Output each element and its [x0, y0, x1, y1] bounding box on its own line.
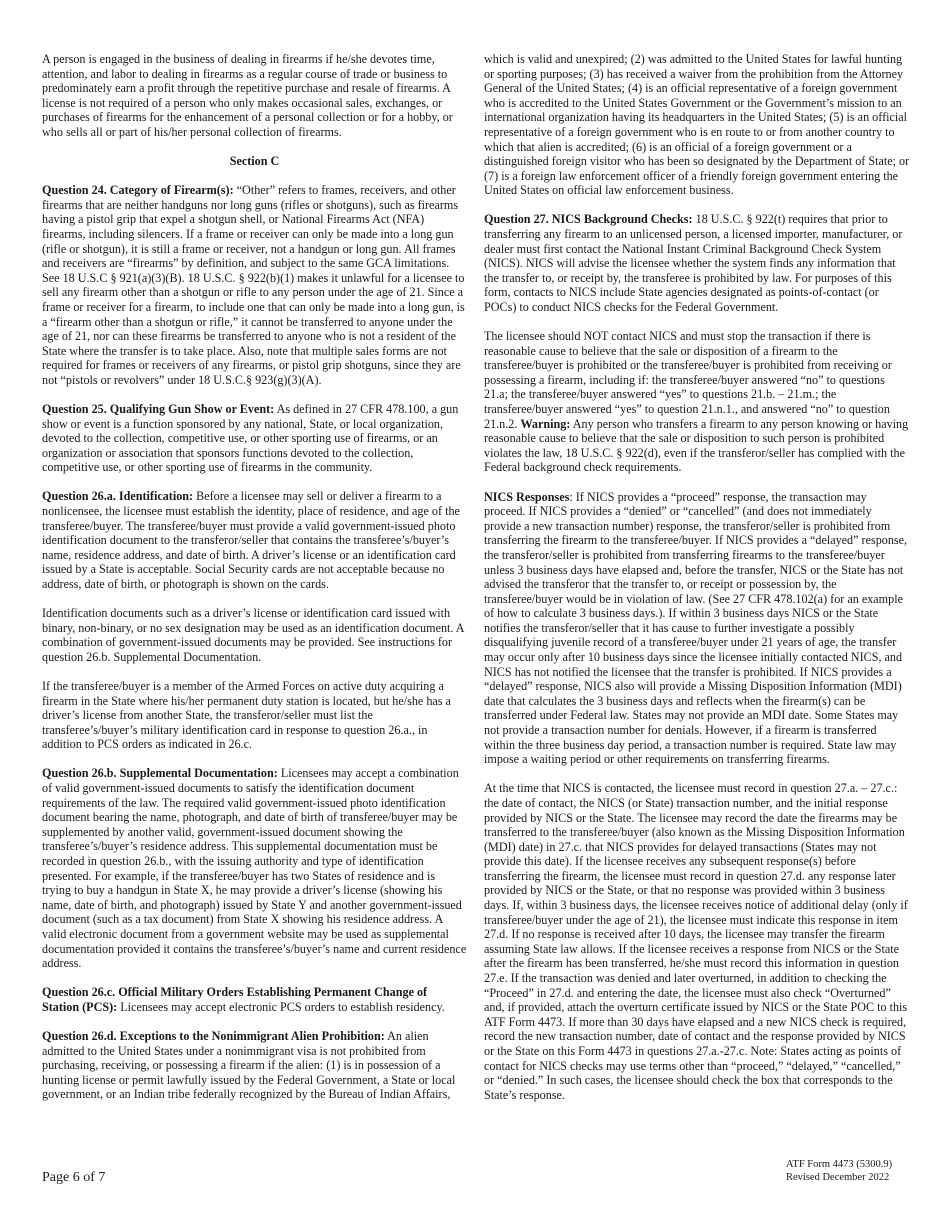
question-26a-heading: Question 26.a. Identification: — [42, 489, 194, 504]
question-26b-heading: Question 26.b. Supplemental Documentation: — [42, 766, 278, 781]
question-26c-heading: Question 26.c. Official Military Orders Establishing Permanent Change of Station (PCS): — [42, 985, 428, 1014]
nics-responses-heading: NICS Responses — [484, 489, 570, 504]
nics-responses-text: : If NICS provides a “proceed” response, the transaction may proceed. If NICS provides a “denied” or “cancelled” (and does not immediately provide a new transaction number) response, the transferor/seller is prohibited from transferring the firearm to the transferee/buyer. If NICS provides a “delayed” response, the transferor/seller is prohibited from transferring firearms to the transferee/buyer unless 3 business days have elapsed and, before the transfer, NICS or the State has not advised the transferor that the transfer to, or receipt or possession by, the transferee/buyer would be in violation of law. (See 27 CFR 478.102(a) for an example of how to calculate 3 business days.). If within 3 business days NICS or the State notifies the transferor/seller that it has cause to further investigate a possibly disqualifying juvenile record of a transferee/buyer under 21 years of age, the transfer may occur only after 10 business days since the licensee initially contacted NICS, and NICS has not notified the licensee that the transfer is prohibited. If NICS provides a “delayed” response, NICS also will provide a Missing Disposition Information (MDI) date that calculates the 3 business days and reflects when the firearm(s) can be transferred under Federal law. States may not provide an MDI date. Some States may not provide a transaction number for denials. However, if a firearm is transferred within the three business day period, a transaction number is required. State law may impose a waiting period or other requirements on transferring firearms. — [484, 489, 908, 767]
question-26d-heading: Question 26.d. Exceptions to the Nonimmigrant Alien Prohibition: — [42, 1028, 385, 1043]
question-24-text: “Other” refers to frames, receivers, and other firearms that are neither handguns nor long guns (rifles or shotguns), such as firearms having a pistol grip that expel a shotgun shell, or National Firearms Act (NFA) firearms, including silencers. If a frame or receiver can only be made into a long gun (rifle or shotgun), it is still a frame or receiver, not a handgun or long gun. All frames and receivers are “firearms” by definition, and subject to the same GCA limitations. See 18 U.S.C § 921(a)(3)(B). 18 U.S.C. § 922(b)(1) makes it unlawful for a licensee to sell any firearm other than a shotgun or rifle to any person under the age of 21. Since a frame or receiver for a firearm, to include one that can only be made into a long gun, is a “firearm other than a shotgun or rifle,” it cannot be transferred to anyone under the age of 21, nor can these firearms be transferred to anyone who is not a resident of the State where the transfer is to take place. Also, note that multiple sales forms are not required for frames or receivers of any firearms, or pistol grip shotguns, since they are not “pistols or revolvers” under 18 U.S.C.§ 923(g)(3)(A). — [42, 183, 465, 387]
left-column — [42, 52, 467, 1116]
do-not-contact-paragraph — [484, 329, 910, 475]
question-27-text: 18 U.S.C. § 922(t) requires that prior to transferring any firearm to an unlicensed person, a licensed importer, manufacturer, or dealer must first contact the National Instant Criminal Background Check System (NICS). NICS will advise the licensee whether the system finds any information that the transfer to, or receipt by, the transferee is prohibited by law. For purposes of this form, contacts to NICS include State agencies designated as points-of-contact (or POCs) to conduct NICS checks for the Federal Government. — [484, 212, 903, 314]
question-26b — [42, 766, 467, 970]
question-25 — [42, 402, 467, 475]
section-title: Section C — [229, 154, 280, 169]
question-24-heading: Question 24. Category of Firearm(s): — [42, 183, 234, 198]
warning-label: Warning: — [520, 416, 571, 431]
nics-responses — [484, 490, 910, 767]
intro-paragraph: A person is engaged in the business of dealing in firearms if he/she devotes time, attention, and labor to dealing in firearms as a regular course of trade or business to predominately earn a profit through the repetitive purchase and resale of firearms. A license is not required of a person who only makes occasional sales, exchanges, or purchases of firearms for the enhancement of a personal collection or for a hobby, or who sells all or part of his/her personal collection of firearms. — [42, 52, 453, 139]
warning-text: Any person who transfers a firearm to any person knowing or having reasonable cause to believe that the sale or disposition to such person is prohibited violates the law, 18 U.S.C. § 922(d), even if the transferor/seller has complied with the Federal background check requirements. — [484, 416, 909, 475]
alien-exceptions-continued: which is valid and unexpired; (2) was admitted to the United States for lawful hunting or sporting purposes; (3) has received a waiver from the prohibition from the Attorney General of the United States; (4) is an official representative of a foreign government who is accredited to the United States Government or the Government’s mission to an international organization having its headquarters in the United States; (5) is an official representative of a foreign government who is en route to or from another country to which that alien is accredited; (6) is an official of a foreign government or a distinguished foreign visitor who has been so designated by the Department of State; or (7) is a foreign law enforcement officer of a friendly foreign government entering the United States on official law enforcement business. — [484, 52, 910, 198]
question-27-heading: Question 27. NICS Background Checks: — [484, 212, 693, 227]
armed-forces-paragraph: If the transferee/buyer is a member of the Armed Forces on active duty acquiring a firearm in the State where his/her permanent duty station is located, but he/she has a driver’s license from another State, the transferor/seller must list the transferee’s/buyer’s military identification card in response to question 26.a., in addition to PCS orders as indicated in 26.c. — [42, 678, 451, 752]
id-documents-paragraph: Identification documents such as a driver’s license or identification card issued with binary, non-binary, or no sex designation may be used as an identification document. A combination of government-issued documents may be provided. See instructions for question 26.b. Supplemental Documentation. — [42, 606, 464, 664]
do-not-contact-text: The licensee should NOT contact NICS and must stop the transaction if there is reasonable cause to believe that the sale or disposition of a firearm to the transferee/buyer is prohibited or the transferee/buyer is prohibited from receiving or possessing a firearm, including if: the transferee/buyer answered “no” to questions 21.a; the transferee/buyer answered “yes” to questions 21.b. – 21.m.; the transferee/buyer answered “yes” to question 21.n.1., and answered “no” to question 21.n.2. — [484, 329, 892, 431]
right-column — [484, 52, 910, 1117]
question-26a-text: Before a licensee may sell or deliver a firearm to a nonlicensee, the licensee must establish the identity, place of residence, and age of the transferee/buyer. The transferee/buyer must provide a valid government-issued photo identification document to the transferor/seller that contains the transferee’s/buyer’s name, residence address, and date of birth. A driver’s license or an identification card issued by a State is acceptable. Social Security cards are not acceptable because no address, date of birth, or photograph is shown on the cards. — [42, 489, 460, 591]
question-26d-text: An alien admitted to the United States under a nonimmigrant visa is not prohibited from purchasing, receiving, or possessing a firearm if the alien: (1) is in possession of a hunting license or permit lawfully issued by the Federal Government, a State or local government, or an Indian tribe federally recognized by the Bureau of Indian Affairs, — [42, 1028, 456, 1102]
question-26c — [42, 985, 467, 1014]
question-26b-text: Licensees may accept a combination of valid government-issued documents to satisfy the identification document requirements of the law. The required valid government-issued photo identification document bearing the name, photograph, and date of birth of transferee/buyer may be supplemented by another valid, government-issued document showing the transferee’s/buyer’s residence address. This supplemental documentation must be recorded in question 26.b., with the issuing authority and type of identification presented. For example, if the transferee/buyer has two States of residence and is trying to buy a handgun in State X, he may provide a driver’s license (showing his name, date of birth, and photograph) issued by State Y and another government-issued document (such as a tax document) from State X showing his residence address. A valid electronic document from a government website may be used as supplemental documentation provided it contains the transferee’s/buyer’s name and current residence address. — [42, 766, 467, 971]
question-25-text: As defined in 27 CFR 478.100, a gun show or event is a function sponsored by any national, State, or local organization, devoted to the collection, competitive use, or other sporting use of firearms, or an organization or association that sponsors functions devoted to the collection, competitive use, or other sporting use of firearms in the community. — [42, 401, 459, 475]
form-identifier — [786, 1158, 892, 1184]
page-number: Page 6 of 7 — [42, 1170, 106, 1185]
question-26a — [42, 489, 467, 591]
form-revision: Revised December 2022 — [786, 1172, 890, 1183]
question-27 — [484, 212, 910, 314]
question-26c-text: Licensees may accept electronic PCS orders to establish residency. — [120, 999, 445, 1014]
question-26d — [42, 1029, 467, 1102]
recording-paragraph: At the time that NICS is contacted, the licensee must record in question 27.a. – 27.c.: the date of contact, the NICS (or State) transaction number, and the initial response provided by NICS or the State. The licensee may record the date the firearms may be transferred to the transferee/buyer (also known as the Missing Disposition Information (MDI) date) in 27.c. that NICS provides for delayed transactions (States may not provide this date). If the licensee receives any subsequent response(s) before transferring the firearm, the licensee must record in question 27.d. any response later provided by NICS or the State, or that no response was provided within 3 business days. If, within 3 business days, the licensee receives notice of additional delay (only if transferee/buyer under the age of 21), the licensee must indicate this response in item 27.d. If no response is received after 10 days, the licensee may transfer the firearm assuming State law allows. If the licensee receives a response from NICS or the State after the firearm has been transferred, he/she must record this information in question 27.e. If the transaction was denied and later overturned, in addition to checking the “Proceed” in 27.d. and entering the date, the licensee must also check “Overturned” and, if provided, attach the overturn certificate issued by NICS or the State POC to this ATF Form 4473. If more than 30 days have elapsed and a new NICS check is required, record the new transaction number, date of contact and the response provided by NICS or the State on this Form 4473 in questions 27.a.-27.c. Note: States acting as points of contact for NICS checks may use terms other than “proceed,” “delayed,” “cancelled,” or “denied.” In such cases, the licensee should check the box that corresponds to the State’s response. — [484, 781, 908, 1102]
form-number: ATF Form 4473 (5300.9) — [786, 1159, 893, 1170]
question-25-heading: Question 25. Qualifying Gun Show or Event: — [42, 401, 275, 416]
question-24 — [42, 183, 467, 387]
